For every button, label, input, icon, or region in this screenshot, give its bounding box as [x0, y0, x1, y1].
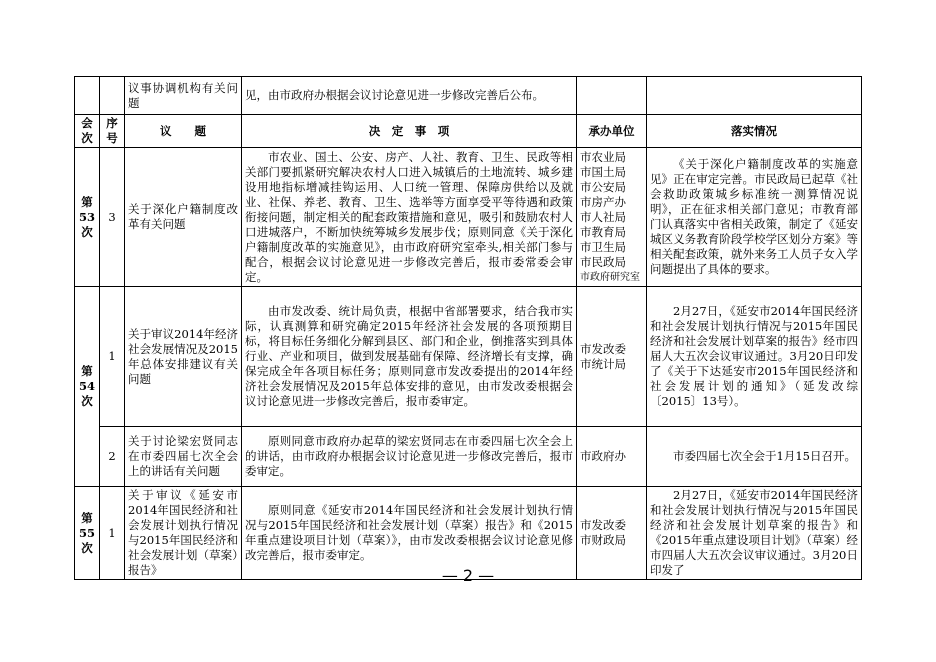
unit-item: 市财政局	[580, 533, 626, 547]
header-unit: 承办单位	[577, 115, 647, 148]
unit-item: 市统计局	[580, 356, 626, 371]
number-cell: 3	[100, 148, 125, 287]
table-header-row	[75, 115, 862, 148]
header-decision: 决 定 事 项	[242, 115, 577, 148]
header-number: 序号	[100, 115, 125, 148]
continued-row	[75, 77, 862, 115]
unit-cell	[577, 148, 647, 287]
session-cell: 第54次	[75, 287, 100, 487]
status-cell: 市委四届七次全会于1月15日召开。	[647, 427, 862, 487]
unit-item: 市教育局	[580, 224, 626, 239]
header-topic: 议 题	[125, 115, 242, 148]
topic-cell: 关于审议2014年经济社会发展情况及2015年总体安排建议有关问题	[125, 287, 242, 427]
header-status: 落实情况	[647, 115, 862, 148]
continued-session-cell	[75, 77, 100, 115]
meeting-decisions-table	[74, 76, 862, 580]
decision-cell: 市农业、国土、公安、房产、人社、教育、卫生、民政等相关部门要抓紧研究解决农村人口进入城镇后的土地流转、城乡建设用地指标增减挂钩运用、人口统一管理、保障房供给以及就业、社保、养老、教育、卫生、选举等方面享受平等待遇和政策衔接问题，制定相关的配套政策措施和意见，吸引和鼓励农村人口进城落户，不断加快统筹城乡发展步伐；原则同意《关于深化户籍制度改革的实施意见》，由市政府研究室牵头,相关部门参与配合，根据会议讨论意见进一步修改完善后，报市委常委会审定。	[242, 148, 577, 287]
unit-item: 市人社局	[580, 209, 626, 224]
unit-item: 市农业局	[580, 149, 626, 164]
unit-item: 市发改委	[580, 341, 626, 356]
continued-decision: 见，由市政府办根据会议讨论意见进一步修改完善后公布。	[242, 77, 577, 115]
continued-topic: 议事协调机构有关问题	[125, 77, 242, 115]
number-cell: 1	[100, 487, 125, 580]
number-cell: 2	[100, 427, 125, 487]
unit-item: 市发改委	[580, 518, 626, 532]
unit-item: 市房产办	[580, 194, 626, 209]
status-cell: 《关于深化户籍制度改革的实施意见》正在审定完善。市民政局已起草《社会救助政策城乡标准统一测算情况说明》，正在征求相关部门意见；市教育部门认真落实中省相关政策，制定了《延安城区义务教育阶段学校学区划分方案》等相关配套政策，就外来务工人员子女入学问题提出了具体的要求。	[647, 148, 862, 287]
unit-item: 市公安局	[580, 179, 626, 194]
decision-cell: 原则同意《延安市2014年国民经济和社会发展计划执行情况与2015年国民经济和社会发展计划（草案）报告》和《2015年重点建设项目计划（草案）》，由市发改委根据会议讨论意见修改完善后，报市委审定。	[242, 487, 577, 580]
continued-status-cell	[647, 77, 862, 115]
session-cell: 第55次	[75, 487, 100, 580]
decision-cell: 由市发改委、统计局负责，根据中省部署要求，结合我市实际，认真测算和研究确定2015年经济社会发展的各项预期目标，将目标任务细化分解到县区、部门和企业，倒推落实到具体行业、产业和项目，做到发展基础有保障、经济增长有支撑，确保完成全年各项目标任务；原则同意市发改委提出的2014年经济社会发展情况及2015年总体安排的意见，由市发改委根据会议讨论意见进一步修改完善后，报市委审定。	[242, 287, 577, 427]
unit-cell	[577, 287, 647, 427]
table-row	[75, 287, 862, 427]
unit-item: 市政府办	[580, 449, 626, 463]
status-cell: 2月27日，《延安市2014年国民经济和社会发展计划执行情况与2015年国民经济和社会发展计划草案的报告》经市四届人大五次会议审议通过。3月20日印发了《关于下达延安市2015年国民经济和社会发展计划的通知》（延发改综〔2015〕13号）。	[647, 287, 862, 427]
topic-cell: 关于审议《延安市2014年国民经济和社会发展计划执行情况与2015年国民经济和社会发展计划（草案）报告》	[125, 487, 242, 580]
unit-item: 市民政局	[580, 254, 626, 269]
topic-cell: 关于深化户籍制度改革有关问题	[125, 148, 242, 287]
session-cell: 第53次	[75, 148, 100, 287]
status-cell: 2月27日，《延安市2014年国民经济和社会发展计划执行情况与2015年国民经济和社会发展计划草案的报告》和《2015年重点建设项目计划》（草案）经市四届人大五次会议审议通过。3月20日印发了	[647, 487, 862, 580]
unit-item: 市政府研究室	[580, 271, 640, 283]
unit-item: 市卫生局	[580, 239, 626, 254]
header-session: 会次	[75, 115, 100, 148]
continued-unit-cell	[577, 77, 647, 115]
page-number: — 2 —	[441, 566, 495, 585]
continued-number-cell	[100, 77, 125, 115]
unit-cell	[577, 427, 647, 487]
number-cell: 1	[100, 287, 125, 427]
topic-cell: 关于讨论梁宏贤同志在市委四届七次全会上的讲话有关问题	[125, 427, 242, 487]
table-row	[75, 148, 862, 287]
table-row	[75, 427, 862, 487]
decision-cell: 原则同意市政府办起草的梁宏贤同志在市委四届七次全会上的讲话，由市政府办根据会议讨论意见进一步修改完善后，报市委审定。	[242, 427, 577, 487]
unit-item: 市国土局	[580, 164, 626, 179]
